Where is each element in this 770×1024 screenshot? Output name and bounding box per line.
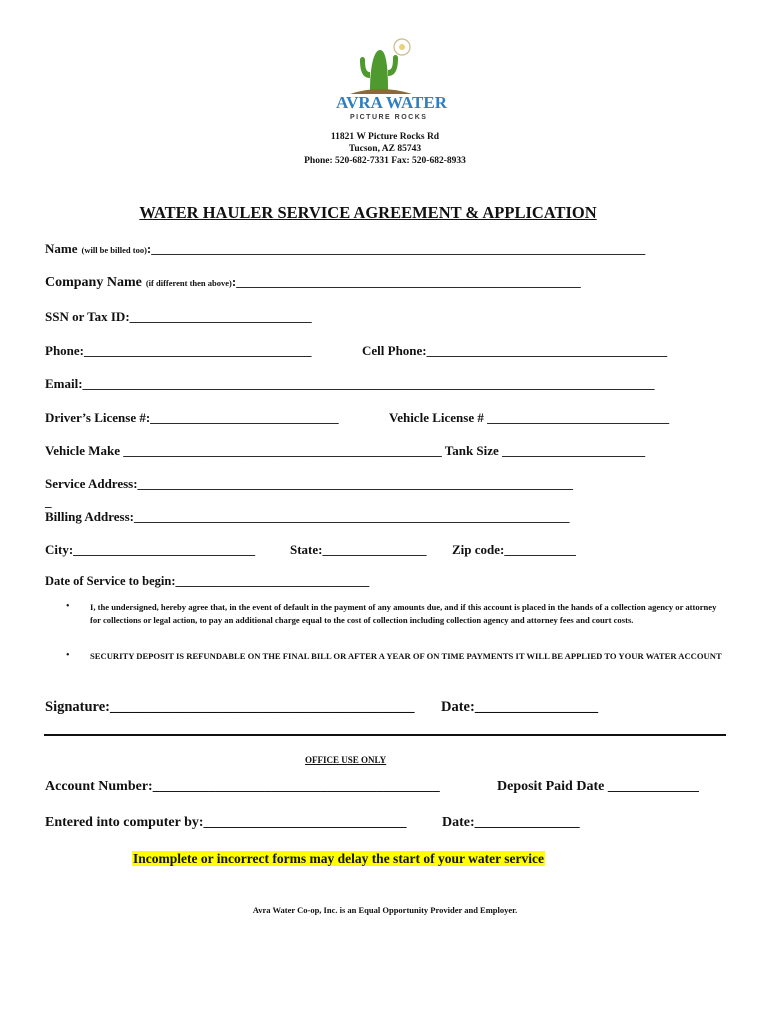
phone-field[interactable]: Phone:___________________________________	[45, 343, 312, 358]
city-field[interactable]: City:____________________________	[45, 542, 256, 557]
entered-into-computer-field[interactable]: Entered into computer by:_____________________________	[45, 815, 407, 830]
company-name-line: :_____________________________________________________	[231, 274, 581, 289]
office-use-heading: OFFICE USE ONLY	[305, 755, 387, 765]
cactus-logo-icon	[330, 36, 450, 122]
billing-address-field[interactable]: Billing Address:___________________________________________________________________	[45, 509, 570, 524]
signature-date-field[interactable]: Date:_________________	[441, 699, 599, 715]
collection-agreement-text: I, the undersigned, hereby agree that, in the event of default in the payment of any amounts due, and if this account is placed in the hands of a collection agency or attorney for collections or legal action, to pay an additional charge equal to the cost of collection including collection agency and attorney fees and court costs.	[90, 602, 717, 625]
deposit-paid-date-field[interactable]: Deposit Paid Date _____________	[497, 779, 699, 794]
city-line: Tucson, AZ 85743	[348, 144, 422, 154]
ssn-field[interactable]: SSN or Tax ID:____________________________	[45, 309, 312, 324]
bullet-marker: •	[66, 650, 70, 661]
account-number-field[interactable]: Account Number:_________________________________________	[45, 779, 440, 794]
bullet-marker: •	[66, 601, 70, 612]
company-name-field[interactable]	[45, 273, 581, 291]
zip-code-field[interactable]: Zip code:___________	[452, 542, 576, 557]
date-of-service-field[interactable]: Date of Service to begin:_______________________________	[45, 574, 370, 588]
vehicle-make-tank-size-field[interactable]: Vehicle Make _________________________________________________ Tank Size ______________________	[45, 443, 646, 458]
stray-underscore: _	[45, 494, 52, 509]
entered-date-field[interactable]: Date:_______________	[442, 815, 580, 830]
service-address-field[interactable]: Service Address:___________________________________________________________________	[45, 476, 574, 491]
signature-field[interactable]: Signature:__________________________________________	[45, 699, 415, 715]
drivers-license-field[interactable]: Driver’s License #:_____________________________	[45, 410, 339, 425]
address-line: 11821 W Picture Rocks Rd	[330, 132, 440, 142]
email-field[interactable]: Email:________________________________________________________________________________________	[45, 376, 655, 391]
name-label: Name	[45, 241, 78, 256]
form-title: WATER HAULER SERVICE AGREEMENT & APPLICATION	[139, 203, 597, 222]
avra-water-logo	[330, 36, 450, 122]
section-divider	[44, 734, 726, 736]
company-name-note: (if different then above)	[145, 278, 232, 288]
company-name-label: Company Name	[45, 275, 142, 290]
security-deposit-text: SECURITY DEPOSIT IS REFUNDABLE ON THE FINAL BILL OR AFTER A YEAR OF ON TIME PAYMENTS IT WILL BE APPLIED TO YOUR WATER ACCOUNT	[90, 651, 722, 661]
cell-phone-field[interactable]: Cell Phone:_____________________________________	[362, 343, 668, 358]
name-note: (will be billed too)	[81, 245, 147, 255]
phone-fax-line: Phone: 520-682-7331 Fax: 520-682-8933	[304, 156, 466, 166]
warning-text: Incomplete or incorrect forms may delay the start of your water service	[133, 851, 545, 866]
equal-opportunity-footer: Avra Water Co-op, Inc. is an Equal Opportunity Provider and Employer.	[252, 905, 518, 915]
logo-tagline-text: PICTURE ROCKS	[350, 114, 428, 121]
state-field[interactable]: State:________________	[290, 542, 427, 557]
vehicle-license-field[interactable]: Vehicle License # ____________________________	[389, 410, 670, 425]
name-field[interactable]	[45, 240, 645, 258]
incomplete-form-warning	[132, 850, 545, 868]
logo-brand-text: AVRA WATER	[336, 93, 448, 112]
name-line: :____________________________________________________________________________	[146, 241, 646, 256]
